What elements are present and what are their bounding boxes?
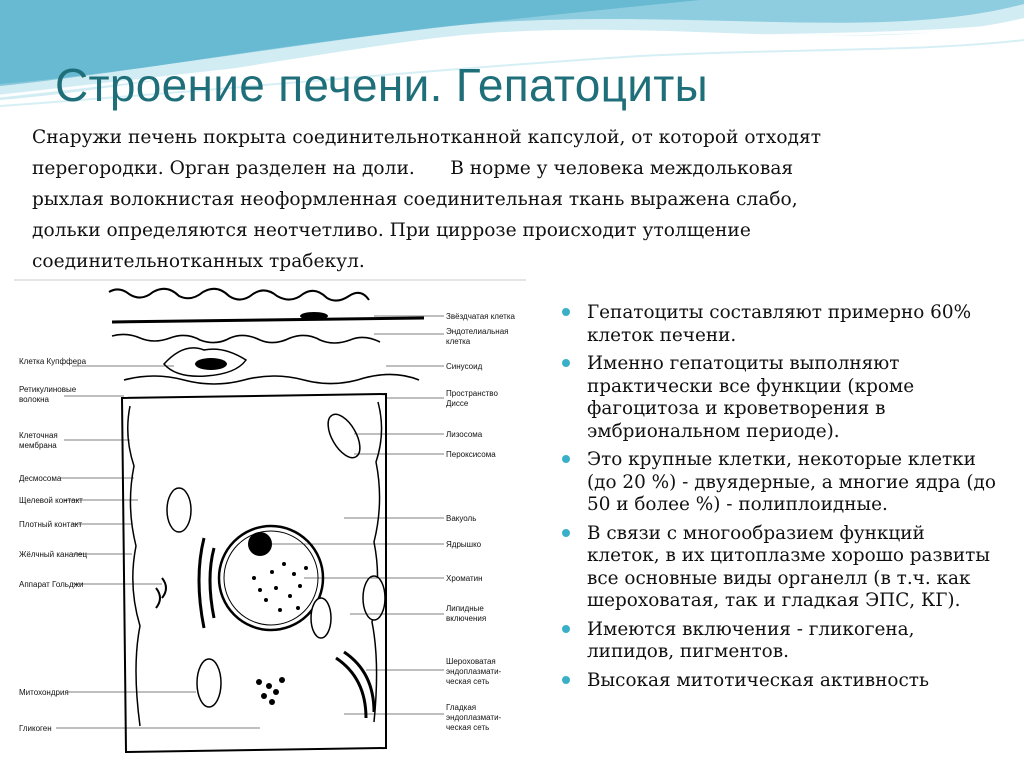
bullet-dot-icon (562, 455, 570, 463)
intro-paragraph (32, 122, 992, 277)
label-stellate: Звёздчатая клетка (446, 312, 515, 321)
label-chromatin: Хроматин (446, 574, 483, 583)
list-item-text: Гепатоциты составляют примерно 60% клеток печени. (587, 302, 972, 346)
label-rough-er-2: эндоплазмати- (446, 667, 502, 676)
page-title: Строение печени. Гепатоциты (55, 59, 708, 111)
label-smooth-er: Гладкая (446, 703, 477, 712)
label-endothelial-2: клетка (446, 337, 471, 346)
intro-line: дольки определяются неотчетливо. При циррозе происходит утолщение (32, 220, 751, 241)
label-gap-junction: Щелевой контакт (19, 496, 83, 505)
bullet-dot-icon (562, 308, 570, 316)
intro-line: соединительнотканных трабекул. (32, 251, 365, 272)
bullet-dot-icon (562, 529, 570, 537)
label-lipid: Липидные (446, 604, 484, 613)
bullet-dot-icon (562, 625, 570, 633)
label-glycogen: Гликоген (19, 724, 52, 733)
list-item (560, 353, 1000, 443)
intro-line: перегородки. Орган разделен на доли. В норме у человека междольковая (32, 158, 794, 179)
label-rough-er: Шероховатая (446, 657, 496, 666)
label-kupffer: Клетка Купффера (19, 357, 87, 366)
list-item-text: В связи с многообразием функций клеток, в их цитоплазме хорошо развиты все основные виды органелл (в т.ч. как шероховатая, так и гладкая ЭПС, КГ). (587, 522, 990, 611)
label-mitochondrion: Митохондрия (19, 688, 69, 697)
label-reticulin: Ретикулиновые (19, 385, 77, 394)
list-item-text: Имеются включения - гликогена, липидов, пигментов. (587, 618, 915, 662)
label-golgi: Аппарат Гольджи (19, 580, 84, 589)
list-item-text: Высокая митотическая активность (587, 669, 929, 691)
label-nucleolus: Ядрышко (446, 540, 482, 549)
list-item (560, 302, 1000, 347)
list-item (560, 670, 1000, 693)
label-sinusoid: Синусоид (446, 362, 483, 371)
label-endothelial: Эндотелиальная (446, 327, 509, 336)
list-item (560, 619, 1000, 664)
label-vacuole: Вакуоль (446, 514, 477, 523)
label-cell-membrane: Клеточная (19, 431, 58, 440)
label-disse: Пространство (446, 389, 498, 398)
label-smooth-er-2: эндоплазмати- (446, 713, 502, 722)
list-item (560, 523, 1000, 613)
bullet-dot-icon (562, 359, 570, 367)
label-smooth-er-3: ческая сеть (446, 723, 490, 732)
bullet-dot-icon (562, 676, 570, 684)
label-desmosome: Десмосома (19, 474, 62, 483)
label-disse-2: Диссе (446, 399, 469, 408)
intro-line: Снаружи печень покрыта соединительнотканной капсулой, от которой отходят (32, 127, 821, 148)
list-item-text: Это крупные клетки, некоторые клетки (до 20 %) - двуядерные, а многие ядра (до 50 и более %) - полиплоидные. (587, 449, 996, 515)
facts-list (560, 302, 1000, 698)
list-item (560, 449, 1000, 517)
label-bile-canaliculus: Жёлчный каналец (19, 550, 88, 559)
intro-line: рыхлая волокнистая неоформленная соединительная ткань выражена слабо, (32, 189, 798, 210)
hepatocyte-diagram (14, 278, 526, 767)
label-tight-junction: Плотный контакт (19, 520, 83, 529)
label-lysosome: Лизосома (446, 430, 483, 439)
label-peroxisome: Пероксисома (446, 450, 496, 459)
list-item-text: Именно гепатоциты выполняют практически все функции (кроме фагоцитоза и кроветворения в эмбриональном периоде). (587, 353, 915, 442)
label-reticulin-2: волокна (19, 395, 50, 404)
stellate-nucleus (300, 312, 328, 320)
label-cell-membrane-2: мембрана (19, 441, 57, 450)
label-rough-er-3: ческая сеть (446, 677, 490, 686)
label-lipid-2: включения (446, 614, 487, 623)
